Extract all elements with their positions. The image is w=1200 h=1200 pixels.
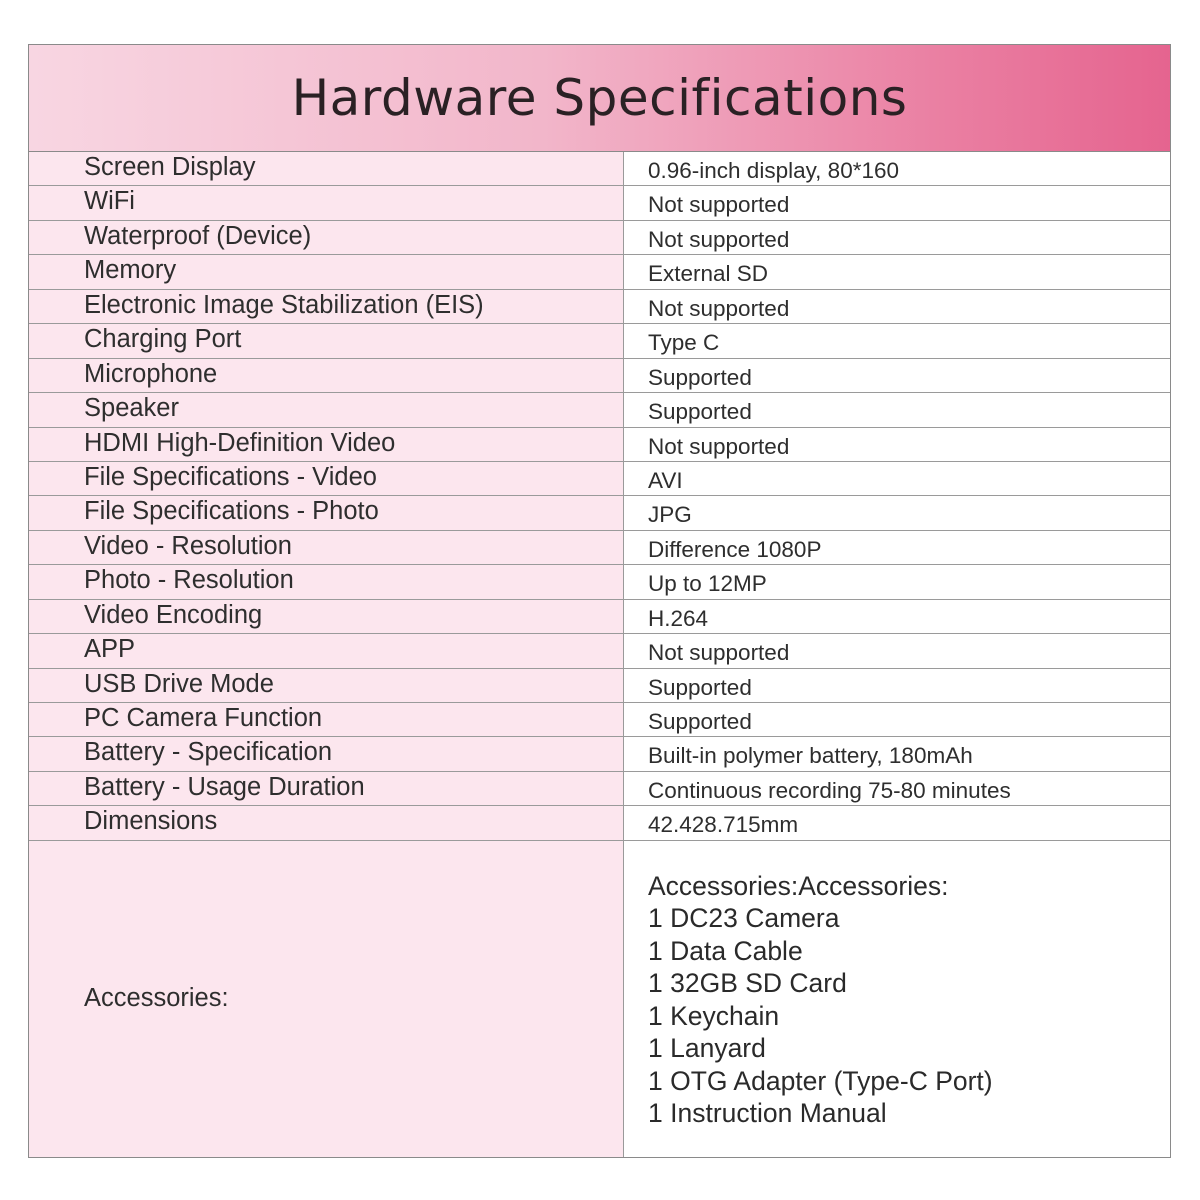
spec-row — [29, 255, 1170, 289]
spec-label: HDMI High-Definition Video — [29, 428, 624, 461]
spec-value: Not supported — [624, 428, 1170, 461]
spec-label: Battery - Usage Duration — [29, 772, 624, 805]
spec-label: Electronic Image Stabilization (EIS) — [29, 290, 624, 323]
accessories-label: Accessories: — [29, 841, 624, 1157]
accessories-heading: Accessories:Accessories: — [648, 870, 949, 901]
spec-label: Video Encoding — [29, 600, 624, 633]
spec-row — [29, 634, 1170, 668]
spec-row — [29, 600, 1170, 634]
spec-value: Not supported — [624, 634, 1170, 667]
spec-row — [29, 737, 1170, 771]
page-title: Hardware Specifications — [291, 69, 908, 127]
accessories-list — [624, 841, 1170, 1157]
spec-row — [29, 496, 1170, 530]
spec-value: External SD — [624, 255, 1170, 288]
spec-row — [29, 324, 1170, 358]
spec-row — [29, 186, 1170, 220]
spec-value: AVI — [624, 462, 1170, 495]
spec-value: Supported — [624, 393, 1170, 426]
accessory-item: 1 Instruction Manual — [648, 1098, 887, 1129]
spec-row — [29, 531, 1170, 565]
spec-value: Not supported — [624, 290, 1170, 323]
spec-label: Battery - Specification — [29, 737, 624, 770]
spec-table — [29, 152, 1170, 841]
spec-row — [29, 669, 1170, 703]
spec-row — [29, 393, 1170, 427]
spec-value: Supported — [624, 359, 1170, 392]
accessory-item: 1 Data Cable — [648, 935, 803, 966]
spec-label: Speaker — [29, 393, 624, 426]
spec-label: WiFi — [29, 186, 624, 219]
spec-label: File Specifications - Photo — [29, 496, 624, 529]
spec-value: JPG — [624, 496, 1170, 529]
spec-label: PC Camera Function — [29, 703, 624, 736]
spec-value: Not supported — [624, 221, 1170, 254]
accessory-item: 1 Keychain — [648, 1000, 780, 1031]
spec-label: APP — [29, 634, 624, 667]
spec-value: 42.428.715mm — [624, 806, 1170, 839]
spec-row — [29, 703, 1170, 737]
spec-value: Continuous recording 75-80 minutes — [624, 772, 1170, 805]
accessory-item: 1 32GB SD Card — [648, 968, 847, 999]
spec-sheet — [28, 44, 1171, 1158]
spec-label: Dimensions — [29, 806, 624, 839]
spec-value: Difference 1080P — [624, 531, 1170, 564]
spec-value: Type C — [624, 324, 1170, 357]
spec-row — [29, 359, 1170, 393]
spec-row — [29, 772, 1170, 806]
header-banner — [29, 45, 1170, 152]
spec-label: Photo - Resolution — [29, 565, 624, 598]
accessory-item: 1 OTG Adapter (Type-C Port) — [648, 1065, 993, 1096]
spec-label: Microphone — [29, 359, 624, 392]
accessory-item: 1 Lanyard — [648, 1033, 766, 1064]
spec-value: Up to 12MP — [624, 565, 1170, 598]
spec-row — [29, 152, 1170, 186]
spec-label: Screen Display — [29, 152, 624, 185]
spec-value: Supported — [624, 669, 1170, 702]
spec-label: Waterproof (Device) — [29, 221, 624, 254]
spec-value: Supported — [624, 703, 1170, 736]
spec-row — [29, 221, 1170, 255]
spec-row — [29, 462, 1170, 496]
spec-row — [29, 428, 1170, 462]
spec-row — [29, 806, 1170, 840]
spec-row — [29, 290, 1170, 324]
spec-value: 0.96-inch display, 80*160 — [624, 152, 1170, 185]
spec-row — [29, 565, 1170, 599]
spec-value: Built-in polymer battery, 180mAh — [624, 737, 1170, 770]
accessories-row — [29, 841, 1170, 1157]
spec-label: File Specifications - Video — [29, 462, 624, 495]
spec-value: H.264 — [624, 600, 1170, 633]
spec-label: Charging Port — [29, 324, 624, 357]
spec-label: Memory — [29, 255, 624, 288]
spec-label: USB Drive Mode — [29, 669, 624, 702]
spec-value: Not supported — [624, 186, 1170, 219]
spec-label: Video - Resolution — [29, 531, 624, 564]
accessory-item: 1 DC23 Camera — [648, 903, 840, 934]
